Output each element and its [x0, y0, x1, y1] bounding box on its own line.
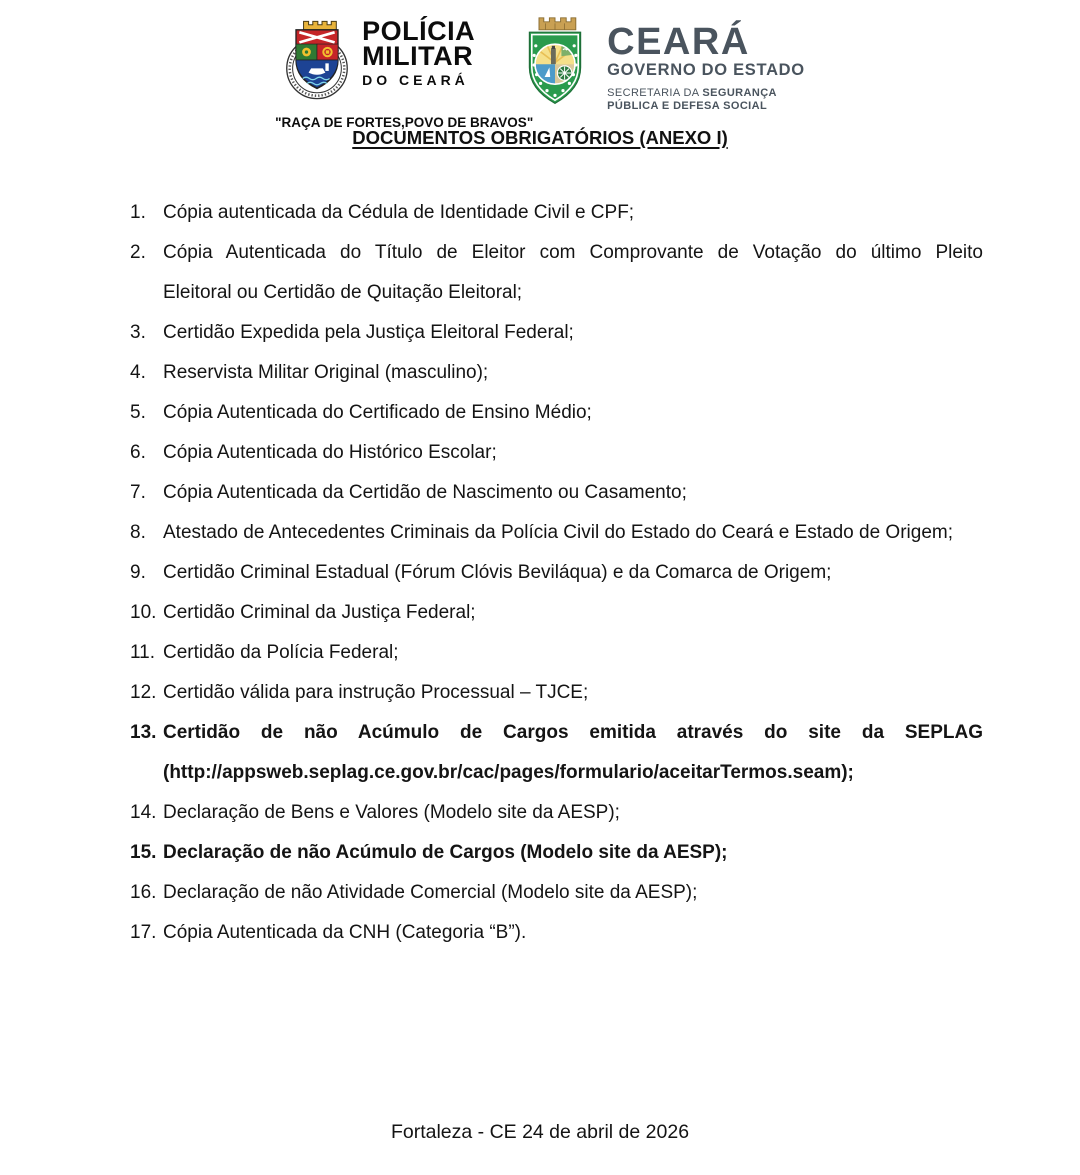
pm-crest-icon	[275, 12, 359, 108]
list-item-text: Certidão válida para instrução Processual – TJCE;	[163, 682, 589, 703]
list-item-text: Declaração de Bens e Valores (Modelo site da AESP);	[163, 802, 620, 823]
list-item-text: Declaração de não Atividade Comercial (Modelo site da AESP);	[163, 882, 698, 903]
list-item-number: 16.	[130, 882, 157, 903]
list-item	[130, 233, 983, 313]
list-item-text: Certidão Criminal da Justiça Federal;	[163, 602, 476, 623]
ceara-logo-subtitle: GOVERNO DO ESTADO	[607, 61, 805, 79]
list-item-text: Certidão da Polícia Federal;	[163, 642, 399, 663]
list-item-text: Reservista Militar Original (masculino);	[163, 362, 489, 383]
list-item-text: Atestado de Antecedentes Criminais da Polícia Civil do Estado do Ceará e Estado de Origem;	[163, 522, 953, 543]
pm-logo-line3: DO CEARÁ	[362, 72, 469, 88]
ceara-logo-secretaria-line2: PÚBLICA E DEFESA SOCIAL	[607, 100, 768, 112]
list-item	[130, 193, 983, 233]
list-item-number: 2.	[130, 242, 146, 263]
list-item-number: 6.	[130, 442, 146, 463]
list-item	[130, 593, 983, 633]
secretaria-normal-text: SECRETARIA DA	[607, 87, 703, 99]
list-item-number: 7.	[130, 482, 146, 503]
list-item-number: 10.	[130, 602, 157, 623]
list-item	[130, 393, 983, 433]
list-item-text: Cópia autenticada da Cédula de Identidade Civil e CPF;	[163, 202, 635, 223]
page-title: DOCUMENTOS OBRIGATÓRIOS (ANEXO I)	[352, 127, 728, 148]
list-item-number: 8.	[130, 522, 146, 543]
list-item	[130, 553, 983, 593]
list-item	[130, 793, 983, 833]
list-item	[130, 633, 983, 673]
list-item	[130, 513, 983, 553]
list-item-number: 13.	[130, 722, 157, 743]
list-item	[130, 353, 983, 393]
list-item	[130, 473, 983, 513]
ceara-crest-icon	[515, 12, 595, 114]
list-item-number: 15.	[130, 842, 157, 863]
list-item-continuation: Eleitoral ou Certidão de Quitação Eleitoral;	[163, 282, 523, 303]
list-item-number: 17.	[130, 922, 157, 943]
list-item	[130, 713, 983, 793]
document-list	[130, 193, 983, 953]
pm-logo-line1: POLÍCIA	[362, 16, 476, 46]
secretaria-bold-text: SEGURANÇA	[702, 87, 777, 99]
pm-logo-motto: "RAÇA DE FORTES,POVO DE BRAVOS"	[275, 115, 534, 130]
list-item	[130, 873, 983, 913]
list-item-text: Certidão Criminal Estadual (Fórum Clóvis Beviláqua) e da Comarca de Origem;	[163, 562, 832, 583]
list-item-text: Cópia Autenticada da Certidão de Nascimento ou Casamento;	[163, 482, 687, 503]
list-item-text: Cópia Autenticada do Título de Eleitor com Comprovante de Votação do último Pleito	[163, 242, 983, 263]
ceara-logo-secretaria-line1	[607, 87, 805, 100]
list-item-text: Cópia Autenticada do Certificado de Ensino Médio;	[163, 402, 592, 423]
list-item-text: Cópia Autenticada do Histórico Escolar;	[163, 442, 497, 463]
list-item-text: Cópia Autenticada da CNH (Categoria “B”).	[163, 922, 527, 943]
ceara-logo	[515, 12, 805, 114]
list-item-number: 3.	[130, 322, 146, 343]
document-footer: Fortaleza - CE 24 de abril de 2026	[390, 1121, 690, 1143]
list-item	[130, 313, 983, 353]
list-item-number: 1.	[130, 202, 146, 223]
list-item-text: Declaração de não Acúmulo de Cargos (Modelo site da AESP);	[163, 842, 728, 863]
list-item-text: Certidão Expedida pela Justiça Eleitoral Federal;	[163, 322, 574, 343]
list-item-number: 9.	[130, 562, 146, 583]
list-item-text: Certidão de não Acúmulo de Cargos emitida através do site da SEPLAG	[163, 722, 983, 743]
list-item	[130, 833, 983, 873]
list-item	[130, 913, 983, 953]
pm-logo-line2: MILITAR	[362, 41, 474, 71]
list-item-number: 12.	[130, 682, 157, 703]
list-item-number: 11.	[130, 642, 156, 663]
list-item	[130, 433, 983, 473]
pm-logo	[275, 12, 534, 130]
list-item	[130, 673, 983, 713]
list-item-continuation: (http://appsweb.seplag.ce.gov.br/cac/pages/formulario/aceitarTermos.seam);	[163, 762, 854, 783]
document-header	[0, 12, 1080, 130]
list-item-number: 4.	[130, 362, 146, 383]
ceara-logo-name: CEARÁ	[607, 21, 750, 63]
list-item-number: 5.	[130, 402, 146, 423]
list-item-number: 14.	[130, 802, 157, 823]
